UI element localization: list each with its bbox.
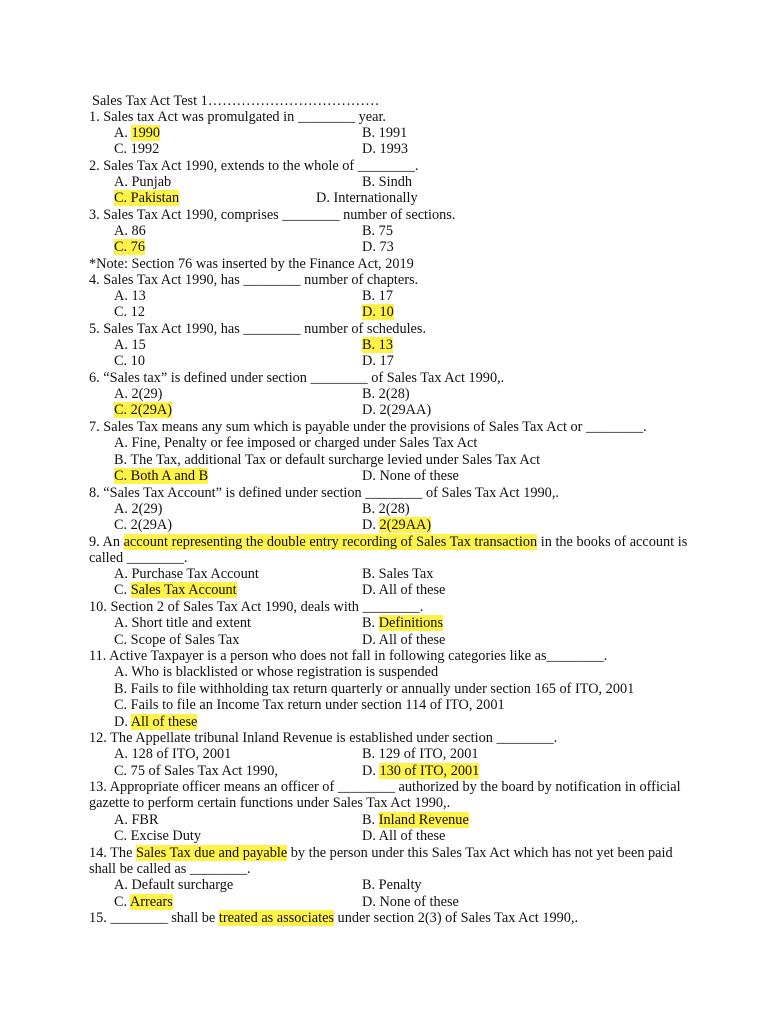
- q2-option-b: B. Sindh: [362, 174, 413, 190]
- highlighted-answer: 1990: [131, 125, 161, 141]
- q2-option-a: A. Punjab: [114, 174, 172, 190]
- q12-option-b: B. 129 of ITO, 2001: [362, 746, 479, 762]
- q12-option-a: A. 128 of ITO, 2001: [114, 746, 232, 762]
- q12-option-c: C. 75 of Sales Tax Act 1990,: [114, 763, 278, 779]
- highlighted-answer: Sales Tax Account: [130, 582, 237, 598]
- test-header: Sales Tax Act Test 1………………………………: [92, 93, 380, 109]
- q10-option-a: A. Short title and extent: [114, 615, 251, 631]
- q6-option-b: B. 2(28): [362, 386, 410, 402]
- q5-option-d: D. 17: [362, 353, 394, 369]
- highlighted-answer: B. 13: [362, 337, 393, 353]
- highlighted-answer: C. Pakistan: [114, 190, 180, 206]
- question-13-stem: 13. Appropriate officer means an officer of ________ authorized by the board by notification in official: [89, 779, 681, 795]
- question-7-stem: 7. Sales Tax means any sum which is payable under the provisions of Sales Tax Act or ________.: [89, 419, 647, 435]
- q1-option-a: A. 1990: [114, 125, 161, 141]
- q5-option-c: C. 10: [114, 353, 145, 369]
- q14-option-d: D. None of these: [362, 894, 459, 910]
- highlighted-phrase: treated as associates: [218, 910, 334, 926]
- q11-option-b: B. Fails to file withholding tax return quarterly or annually under section 165 of ITO, 2001: [114, 681, 635, 697]
- highlighted-answer: Arrears: [129, 894, 173, 910]
- q7-option-b: B. The Tax, additional Tax or default surcharge levied under Sales Tax Act: [114, 452, 541, 468]
- highlighted-answer: All of these: [130, 714, 198, 730]
- question-9-stem: 9. An account representing the double entry recording of Sales Tax transaction in the books of account is: [89, 534, 688, 550]
- q14-option-c: C. Arrears: [114, 894, 173, 910]
- q8-option-a: A. 2(29): [114, 501, 163, 517]
- highlighted-answer: C. 76: [114, 239, 145, 255]
- q6-option-d: D. 2(29AA): [362, 402, 432, 418]
- q14-option-b: B. Penalty: [362, 877, 422, 893]
- q4-option-d: [362, 304, 394, 320]
- q13-option-c: C. Excise Duty: [114, 828, 201, 844]
- q3-option-a: A. 86: [114, 223, 146, 239]
- question-11-stem: 11. Active Taxpayer is a person who does not fall in following categories like as________.: [89, 648, 608, 664]
- question-5-stem: 5. Sales Tax Act 1990, has ________ number of schedules.: [89, 321, 427, 337]
- question-4-stem: 4. Sales Tax Act 1990, has ________ number of chapters.: [89, 272, 419, 288]
- q13-option-d: D. All of these: [362, 828, 446, 844]
- q1-option-c: C. 1992: [114, 141, 160, 157]
- q11-option-d: D. All of these: [114, 714, 198, 730]
- question-6-stem: 6. “Sales tax” is defined under section ________ of Sales Tax Act 1990,.: [89, 370, 505, 386]
- question-15-stem: 15. ________ shall be treated as associates under section 2(3) of Sales Tax Act 1990,.: [89, 910, 579, 926]
- q8-option-c: C. 2(29A): [114, 517, 172, 533]
- highlighted-answer: 130 of ITO, 2001: [379, 763, 480, 779]
- q11-option-a: A. Who is blacklisted or whose registration is suspended: [114, 664, 439, 680]
- q4-option-b: B. 17: [362, 288, 393, 304]
- q2-option-c: [114, 190, 179, 206]
- q4-option-c: C. 12: [114, 304, 145, 320]
- q9-option-d: D. All of these: [362, 582, 446, 598]
- question-12-stem: 12. The Appellate tribunal Inland Revenue is established under section ________.: [89, 730, 558, 746]
- highlighted-answer: 2(29AA): [379, 517, 432, 533]
- q3-option-c: [114, 239, 145, 255]
- question-14-stem-line2: shall be called as ________.: [89, 861, 251, 877]
- question-13-stem-line2: gazette to perform certain functions under Sales Tax Act 1990,.: [89, 795, 451, 811]
- q9-option-a: A. Purchase Tax Account: [114, 566, 259, 582]
- q9-option-b: B. Sales Tax: [362, 566, 434, 582]
- q6-option-a: A. 2(29): [114, 386, 163, 402]
- highlighted-answer: C. Both A and B: [114, 468, 209, 484]
- q6-option-c: [114, 402, 172, 418]
- question-9-stem-line2: called ________.: [89, 550, 188, 566]
- q5-option-a: A. 15: [114, 337, 146, 353]
- highlighted-answer: D. 10: [362, 304, 394, 320]
- question-8-stem: 8. “Sales Tax Account” is defined under section ________ of Sales Tax Act 1990,.: [89, 485, 559, 501]
- question-3-stem: 3. Sales Tax Act 1990, comprises ________ number of sections.: [89, 207, 456, 223]
- q10-option-c: C. Scope of Sales Tax: [114, 632, 240, 648]
- q1-option-d: D. 1993: [362, 141, 409, 157]
- q3-option-b: B. 75: [362, 223, 393, 239]
- q8-option-b: B. 2(28): [362, 501, 410, 517]
- q11-option-c: C. Fails to file an Income Tax return under section 114 of ITO, 2001: [114, 697, 505, 713]
- q5-option-b: [362, 337, 393, 353]
- question-14-stem: 14. The Sales Tax due and payable by the person under this Sales Tax Act which has not yet been paid: [89, 845, 673, 861]
- highlighted-phrase: Sales Tax due and payable: [136, 845, 288, 861]
- q10-option-b: B. Definitions: [362, 615, 444, 631]
- q10-option-d: D. All of these: [362, 632, 446, 648]
- q13-option-b: B. Inland Revenue: [362, 812, 469, 828]
- q2-option-d: D. Internationally: [316, 190, 418, 206]
- q12-option-d: D. 130 of ITO, 2001: [362, 763, 480, 779]
- q4-option-a: A. 13: [114, 288, 146, 304]
- question-1-stem: 1. Sales tax Act was promulgated in ________ year.: [89, 109, 387, 125]
- question-10-stem: 10. Section 2 of Sales Tax Act 1990, deals with ________.: [89, 599, 424, 615]
- q7-option-c: [114, 468, 208, 484]
- question-2-stem: 2. Sales Tax Act 1990, extends to the whole of ________.: [89, 158, 419, 174]
- q1-option-b: B. 1991: [362, 125, 408, 141]
- q9-option-c: C. Sales Tax Account: [114, 582, 237, 598]
- highlighted-answer: Inland Revenue: [378, 812, 469, 828]
- q3-note: *Note: Section 76 was inserted by the Finance Act, 2019: [89, 256, 414, 272]
- q3-option-d: D. 73: [362, 239, 394, 255]
- q14-option-a: A. Default surcharge: [114, 877, 234, 893]
- highlighted-answer: Definitions: [378, 615, 444, 631]
- q13-option-a: A. FBR: [114, 812, 159, 828]
- q7-option-a: A. Fine, Penalty or fee imposed or charged under Sales Tax Act: [114, 435, 478, 451]
- q8-option-d: D. 2(29AA): [362, 517, 432, 533]
- highlighted-phrase: account representing the double entry recording of Sales Tax transaction: [123, 534, 538, 550]
- highlighted-answer: C. 2(29A): [114, 402, 172, 418]
- q7-option-d: D. None of these: [362, 468, 459, 484]
